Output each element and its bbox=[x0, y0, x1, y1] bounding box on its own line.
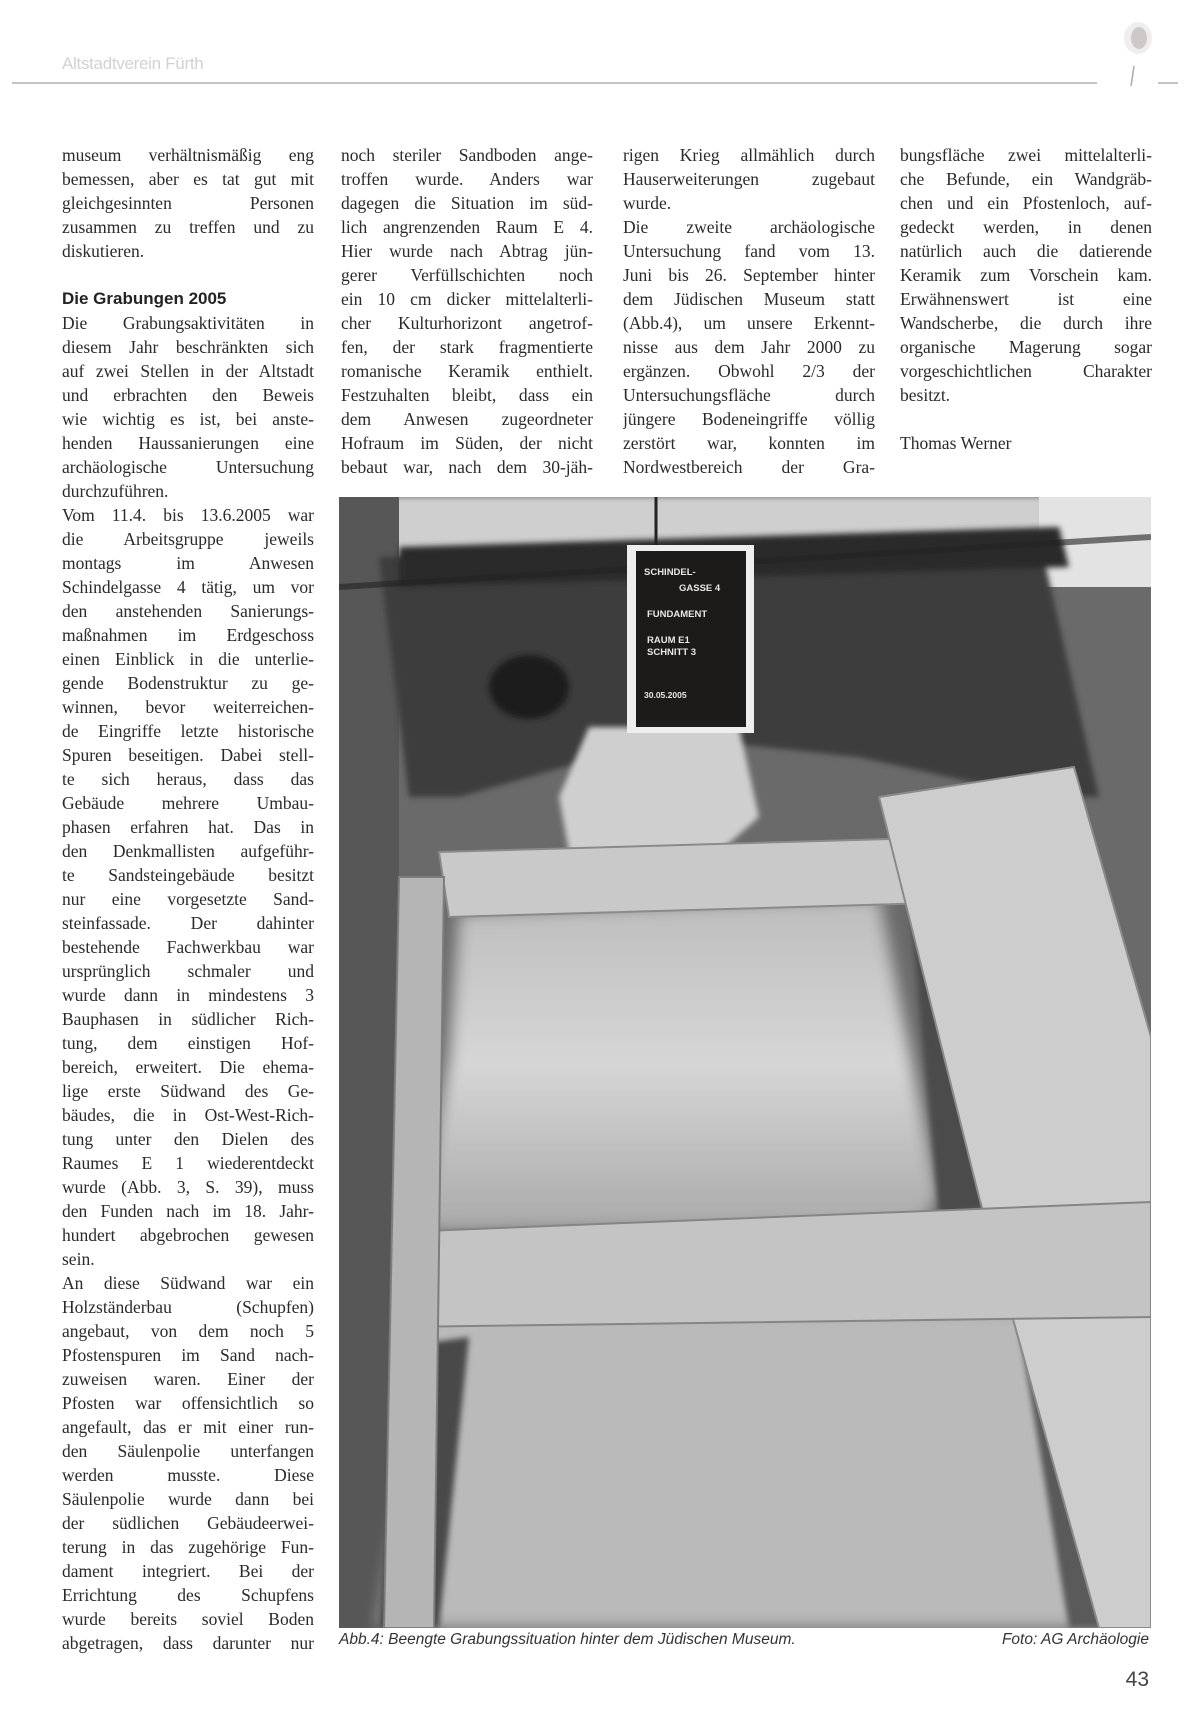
text-line: bereich, erweitert. Die ehema- bbox=[62, 1057, 314, 1077]
paragraph bbox=[62, 503, 314, 1271]
text-line: Raumes E 1 wiederentdeckt bbox=[62, 1153, 314, 1173]
text-line: Untersuchung fand vom 13. bbox=[623, 241, 875, 261]
text-line: und erbrachten den Beweis bbox=[62, 385, 314, 405]
page-number: 43 bbox=[1125, 1668, 1149, 1691]
text-line: zuweisen waren. Einer der bbox=[62, 1369, 314, 1389]
text-line: Die Grabungsaktivitäten in bbox=[62, 313, 314, 333]
text-column-4 bbox=[900, 143, 1152, 455]
text-line: auf zwei Stellen in der Altstadt bbox=[62, 361, 314, 381]
text-line: besitzt. bbox=[900, 385, 951, 405]
text-line: die Arbeitsgruppe jeweils bbox=[62, 529, 314, 549]
excavation-photo bbox=[339, 497, 1151, 1628]
text-line: Spuren beseitigen. Dabei stell- bbox=[62, 745, 314, 765]
text-line: den Säulenpolie unterfangen bbox=[62, 1441, 314, 1461]
text-line: einen Einblick in die unterlie- bbox=[62, 649, 314, 669]
text-line: Holzständerbau (Schupfen) bbox=[62, 1297, 314, 1317]
text-line: noch steriler Sandboden ange- bbox=[341, 145, 593, 165]
text-line: natürlich auch die datierende bbox=[900, 241, 1152, 261]
text-line: wie wichtig es ist, bei anste- bbox=[62, 409, 314, 429]
text-line: de Eingriffe letzte historische bbox=[62, 721, 314, 741]
paragraph bbox=[623, 215, 875, 479]
text-line: sein. bbox=[62, 1249, 95, 1269]
text-line: Erwähnenswert ist eine bbox=[900, 289, 1152, 309]
text-line: zerstört war, konnten im bbox=[623, 433, 875, 453]
text-line: Festzuhalten bleibt, dass ein bbox=[341, 385, 593, 405]
text-line: durchzuführen. bbox=[62, 481, 169, 501]
text-line: ursprünglich schmaler und bbox=[62, 961, 314, 981]
paragraph-spacer bbox=[62, 263, 314, 287]
text-line: tung, dem einstigen Hof- bbox=[62, 1033, 314, 1053]
text-line: wurde bereits soviel Boden bbox=[62, 1609, 314, 1629]
text-line: Errichtung des Schupfens bbox=[62, 1585, 314, 1605]
text-line: Untersuchungsfläche durch bbox=[623, 385, 875, 405]
text-line: angebaut, von dem noch 5 bbox=[62, 1321, 314, 1341]
logo-icon bbox=[1110, 18, 1160, 88]
text-line: che Befunde, ein Wandgräb- bbox=[900, 169, 1152, 189]
text-line: archäologische Untersuchung bbox=[62, 457, 314, 477]
text-column-3 bbox=[623, 143, 875, 479]
paragraph bbox=[62, 311, 314, 503]
text-line: cher Kulturhorizont angetrof- bbox=[341, 313, 593, 333]
section-heading: Die Grabungen 2005 bbox=[62, 289, 227, 308]
text-line: zusammen zu treffen und zu bbox=[62, 217, 314, 237]
text-line: dagegen die Situation im süd- bbox=[341, 193, 593, 213]
text-line: Säulenpolie wurde dann bei bbox=[62, 1489, 314, 1509]
text-line: phasen erfahren hat. Das in bbox=[62, 817, 314, 837]
text-line: Bauphasen in südlicher Rich- bbox=[62, 1009, 314, 1029]
text-line: Juni bis 26. September hinter bbox=[623, 265, 875, 285]
text-line: steinfassade. Der dahinter bbox=[62, 913, 314, 933]
text-line: terung in das zugehörige Fun- bbox=[62, 1537, 314, 1557]
paragraph bbox=[623, 143, 875, 215]
sign-line: SCHINDEL- bbox=[644, 567, 696, 578]
text-line: Nordwestbereich der Gra- bbox=[623, 457, 875, 477]
text-line: hundert abgebrochen gewesen bbox=[62, 1225, 314, 1245]
text-line: diskutieren. bbox=[62, 241, 145, 261]
text-line: Pfostenspuren im Sand nach- bbox=[62, 1345, 314, 1365]
text-line: lich angrenzenden Raum E 4. bbox=[341, 217, 593, 237]
running-head: Altstadtverein Fürth bbox=[62, 54, 204, 73]
text-line: organische Magerung sogar bbox=[900, 337, 1152, 357]
text-line: winnen, bevor weiterreichen- bbox=[62, 697, 314, 717]
text-line: ein 10 cm dicker mittelalterli- bbox=[341, 289, 593, 309]
paragraph bbox=[62, 143, 314, 263]
paragraph-spacer bbox=[900, 407, 1152, 431]
text-line: bäudes, die in Ost-West-Rich- bbox=[62, 1105, 314, 1125]
text-line: der südlichen Gebäudeerwei- bbox=[62, 1513, 314, 1533]
sign-line: SCHNITT 3 bbox=[647, 647, 697, 658]
text-line: te sich heraus, dass das bbox=[62, 769, 314, 789]
paragraph bbox=[341, 143, 593, 479]
text-line: den anstehenden Sanierungs- bbox=[62, 601, 314, 621]
text-line: wurde dann in mindestens 3 bbox=[62, 985, 314, 1005]
text-line: te Sandsteingebäude besitzt bbox=[62, 865, 314, 885]
sign-line: RAUM E1 bbox=[647, 635, 690, 646]
text-line: bungsfläche zwei mittelalterli- bbox=[900, 145, 1152, 165]
text-line: wurde. bbox=[623, 193, 672, 213]
text-line: gleichgesinnten Personen bbox=[62, 193, 314, 213]
text-line: montags im Anwesen bbox=[62, 553, 314, 573]
text-line: Hauserweiterungen zugebaut bbox=[623, 169, 875, 189]
text-line: Hofraum im Süden, der nicht bbox=[341, 433, 593, 453]
text-line: Schindelgasse 4 tätig, um vor bbox=[62, 577, 314, 597]
text-line: wurde (Abb. 3, S. 39), muss bbox=[62, 1177, 314, 1197]
text-line: diesem Jahr beschränkten sich bbox=[62, 337, 314, 357]
paragraph bbox=[62, 1271, 314, 1655]
text-line: henden Haussanierungen eine bbox=[62, 433, 314, 453]
header-rule bbox=[12, 82, 1097, 84]
text-line: Die zweite archäologische bbox=[623, 217, 875, 237]
text-line: fen, der stark fragmentierte bbox=[341, 337, 593, 357]
text-line: romanische Keramik enthielt. bbox=[341, 361, 593, 381]
text-line: ergänzen. Obwohl 2/3 der bbox=[623, 361, 875, 381]
text-line: Wandscherbe, die durch ihre bbox=[900, 313, 1152, 333]
text-line: dem Anwesen zugeordneter bbox=[341, 409, 593, 429]
text-line: gedeckt werden, in denen bbox=[900, 217, 1152, 237]
text-line: bestehende Fachwerkbau war bbox=[62, 937, 314, 957]
text-line: maßnahmen im Erdgeschoss bbox=[62, 625, 314, 645]
sign-line: 30.05.2005 bbox=[644, 690, 687, 700]
text-line: dem Jüdischen Museum statt bbox=[623, 289, 875, 309]
text-line: bemessen, aber es tat gut mit bbox=[62, 169, 314, 189]
text-line: rigen Krieg allmählich durch bbox=[623, 145, 875, 165]
text-line: gerer Verfüllschichten noch bbox=[341, 265, 593, 285]
paragraph bbox=[900, 431, 1152, 455]
text-line: An diese Südwand war ein bbox=[62, 1273, 314, 1293]
text-line: tung unter den Dielen des bbox=[62, 1129, 314, 1149]
text-column-1 bbox=[62, 143, 314, 1655]
text-line: Pfosten war offensichtlich so bbox=[62, 1393, 314, 1413]
text-line: Keramik zum Vorschein kam. bbox=[900, 265, 1152, 285]
text-line: troffen wurde. Anders war bbox=[341, 169, 593, 189]
photo-credit: Foto: AG Archäologie bbox=[1001, 1631, 1149, 1648]
text-line: den Denkmallisten aufgeführ- bbox=[62, 841, 314, 861]
text-line: jüngere Bodeneingriffe völlig bbox=[623, 409, 875, 429]
text-line: bebaut war, nach dem 30-jäh- bbox=[341, 457, 593, 477]
header-rule-end bbox=[1158, 82, 1178, 84]
text-line: lige erste Südwand des Ge- bbox=[62, 1081, 314, 1101]
text-line: museum verhältnismäßig eng bbox=[62, 145, 314, 165]
text-line: chen und ein Pfostenloch, auf- bbox=[900, 193, 1152, 213]
text-line: (Abb.4), um unsere Erkennt- bbox=[623, 313, 875, 333]
text-line: werden musste. Diese bbox=[62, 1465, 314, 1485]
text-line: angefault, das er mit einer run- bbox=[62, 1417, 314, 1437]
text-line: abgetragen, dass darunter nur bbox=[62, 1633, 314, 1653]
text-line: Hier wurde nach Abtrag jün- bbox=[341, 241, 593, 261]
text-line: gende Bodenstruktur zu ge- bbox=[62, 673, 314, 693]
text-line: den Funden nach im 18. Jahr- bbox=[62, 1201, 314, 1221]
figure-caption: Abb.4: Beengte Grabungssituation hinter dem Jüdischen Museum. bbox=[339, 1631, 796, 1648]
text-line: Thomas Werner bbox=[900, 433, 1012, 453]
text-line: nisse aus dem Jahr 2000 zu bbox=[623, 337, 875, 357]
paragraph bbox=[900, 143, 1152, 407]
sign-line: GASSE 4 bbox=[679, 583, 721, 594]
text-line: nur eine vorgesetzte Sand- bbox=[62, 889, 314, 909]
text-column-2 bbox=[341, 143, 593, 479]
sign-line: FUNDAMENT bbox=[647, 609, 708, 620]
text-line: dament integriert. Bei der bbox=[62, 1561, 314, 1581]
text-line: Vom 11.4. bis 13.6.2005 war bbox=[62, 505, 314, 525]
text-line: Gebäude mehrere Umbau- bbox=[62, 793, 314, 813]
text-line: vorgeschichtlichen Charakter bbox=[900, 361, 1152, 381]
